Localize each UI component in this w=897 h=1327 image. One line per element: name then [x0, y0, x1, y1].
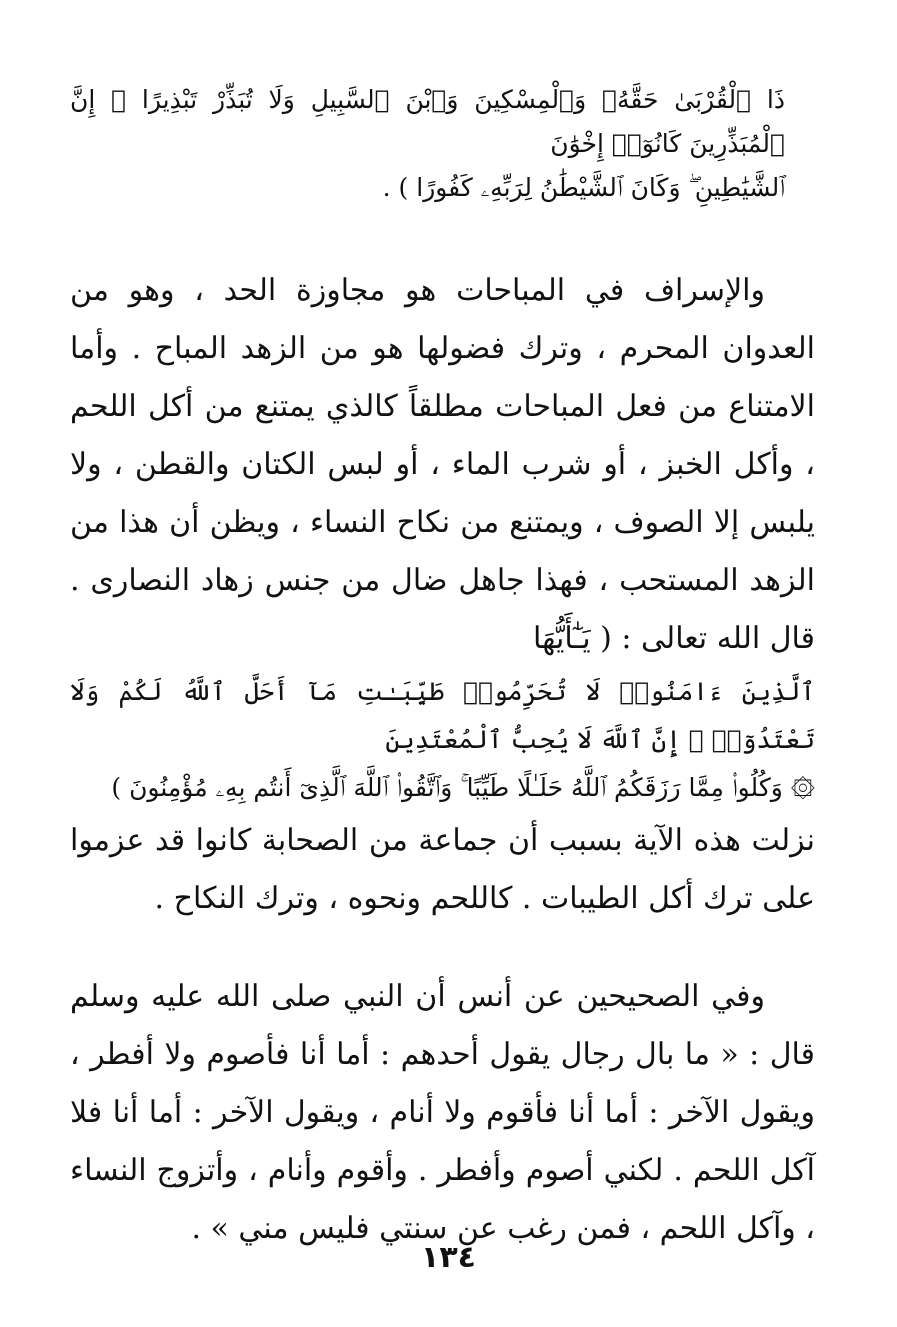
verse-line: ۞ وَكُلُوا۟ مِمَّا رَزَقَكُمُ ٱللَّهُ حَلَـٰلًا طَيِّبًا ۚ وَٱتَّقُوا۟ ٱللَّهَ ٱلَّذِىٓ أَنتُم بِهِۦ مُؤْمِنُونَ )	[111, 773, 815, 802]
paragraph-israf: والإسراف في المباحات هو مجاوزة الحد ، وهو من العدوان المحرم ، وترك فضولها هو من الزهد المباح . وأما الامتناع من فعل المباحات مطلقاً كالذي يمتنع من أكل اللحم ، وأكل الخبز ، أو شرب الماء ، أو لبس الكتان والقطن ، ولا يلبس إلا الصوف ، ويمتنع من نكاح النساء ، ويظن أن هذا من الزهد المستحب ، فهذا جاهل ضال من جنس زهاد النصارى . قال الله تعالى : ( يَـٰٓأَيُّهَا	[70, 273, 815, 656]
verse-line: ذَا ٱلْقُرْبَىٰ حَقَّهُۥ وَٱلْمِسْكِينَ وَٱبْنَ ٱلسَّبِيلِ وَلَا تُبَذِّرْ تَبْذِيرًا ۞ إِنَّ ٱلْمُبَذِّرِينَ كَانُوٓا۟ إِخْوَٰنَ	[70, 85, 785, 158]
paragraph-revelation: نزلت هذه الآية بسبب أن جماعة من الصحابة كانوا قد عزموا على ترك أكل الطيبات . كاللحم ونحوه ، وترك النكاح .	[70, 823, 815, 916]
verse-line: ٱلشَّيَٰطِينِ ۖ وَكَانَ ٱلشَّيْطَٰنُ لِرَبِّهِۦ كَفُورًا ) .	[382, 173, 785, 202]
quran-verse-mid	[70, 668, 815, 812]
paragraph-hadith: وفي الصحيحين عن أنس أن النبي صلى الله عليه وسلم قال : « ما بال رجال يقول أحدهم : أما أنا فأصوم ولا أفطر ، ويقول الآخر : أما أنا فأقوم ولا أنام ، ويقول الآخر : أما أنا فلا آكل اللحم . لكني أصوم وأفطر . وأقوم وأنام ، وأتزوج النساء ، وآكل اللحم ، فمن رغب عن سنتي فليس مني » .	[70, 979, 815, 1246]
page-body	[70, 78, 815, 1258]
verse-line: ٱلَّذِينَ ءَامَنُوا۟ لَا تُحَرِّمُوا۟ طَيِّبَـٰتِ مَآ أَحَلَّ ٱللَّهُ لَكُمْ وَلَا تَعْتَدُوٓا۟ ۚ إِنَّ ٱللَّهَ لَا يُحِبُّ ٱلْمُعْتَدِينَ	[70, 677, 815, 754]
page-number: ١٣٤	[421, 1240, 476, 1275]
quran-verse-top	[70, 78, 815, 210]
